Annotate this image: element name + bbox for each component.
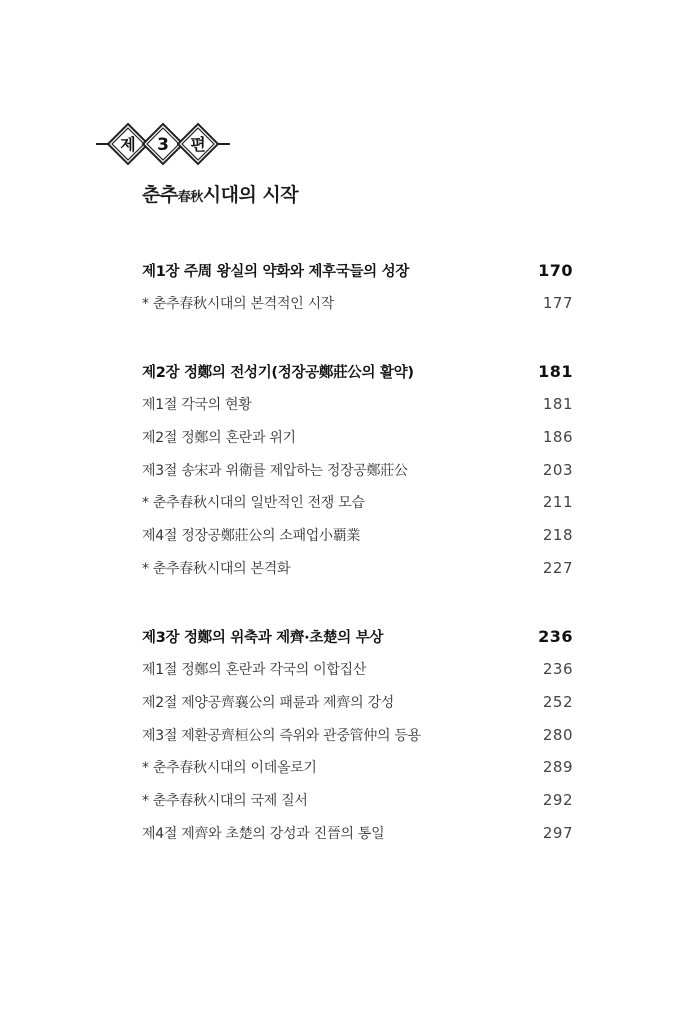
toc-entry[interactable] [142,486,573,519]
entry-page: 289 [542,758,573,777]
entry-label: * 춘추春秋시대의 국제 질서 [142,792,308,809]
entry-label: * 춘추春秋시대의 이데올로기 [142,760,317,777]
part-suffix: 편 [190,135,206,154]
entry-page: 236 [542,660,573,679]
toc-entry[interactable] [142,519,573,552]
entry-label: 제1절 각국의 현황 [142,397,252,414]
entry-page: 297 [542,823,573,842]
entry-label: 제4절 제齊와 초楚의 강성과 진晉의 통일 [142,825,385,842]
chapter-title: 제2장 정鄭의 전성기(정장공鄭莊公의 활약) [142,365,414,382]
entry-label: * 춘추春秋시대의 본격적인 시작 [142,296,335,313]
part-title-pre: 춘추 [142,184,178,206]
entry-page: 181 [542,395,573,414]
chapter-3-row[interactable] [142,620,573,653]
entry-label: * 춘추春秋시대의 본격화 [142,560,291,577]
entry-page: 227 [542,558,573,577]
toc-entry[interactable] [142,751,573,784]
entry-label: 제3절 제환공齊桓公의 즉위와 관중管仲의 등용 [142,727,421,744]
entry-label: * 춘추春秋시대의 일반적인 전쟁 모습 [142,495,365,512]
entry-label: 제1절 정鄭의 혼란과 각국의 이합집산 [142,662,367,679]
part-title-hanja: 春秋 [177,190,203,205]
chapter-page: 170 [538,260,573,280]
entry-page: 186 [542,428,573,447]
part-prefix: 제 [120,135,136,154]
entry-page: 218 [542,526,573,545]
entry-label: 제3절 송宋과 위衛를 제압하는 정장공鄭莊公 [142,462,408,479]
chapter-page: 236 [538,627,573,647]
chapter-2-row[interactable] [142,355,573,388]
toc-entry[interactable] [142,287,573,320]
entry-label: 제4절 정장공鄭莊公의 소패업小覇業 [142,528,361,545]
part-number: 3 [157,135,169,155]
chapter-title: 제1장 주周 왕실의 약화와 제후국들의 성장 [142,263,410,280]
part-title [142,180,298,207]
toc-entry[interactable] [142,552,573,585]
entry-page: 280 [542,725,573,744]
entry-page: 203 [542,460,573,479]
toc-entry[interactable] [142,718,573,751]
toc-entry[interactable] [142,653,573,686]
entry-page: 177 [542,294,573,313]
part-title-post: 시대의 시작 [202,184,299,206]
part-badge [96,120,230,168]
toc-entry[interactable] [142,453,573,486]
toc-entry[interactable] [142,388,573,421]
chapter-page: 181 [538,362,573,382]
chapter-title: 제3장 정鄭의 위축과 제齊·초楚의 부상 [142,630,384,647]
toc-entry[interactable] [142,816,573,849]
entry-label: 제2절 제양공齊襄公의 패륜과 제齊의 강성 [142,694,394,711]
entry-label: 제2절 정鄭의 혼란과 위기 [142,430,296,447]
toc-entry[interactable] [142,686,573,719]
entry-page: 211 [542,493,573,512]
table-of-contents [142,254,573,849]
entry-page: 292 [542,790,573,809]
toc-entry[interactable] [142,784,573,817]
chapter-1-row[interactable] [142,254,573,287]
entry-page: 252 [542,692,573,711]
toc-entry[interactable] [142,421,573,454]
